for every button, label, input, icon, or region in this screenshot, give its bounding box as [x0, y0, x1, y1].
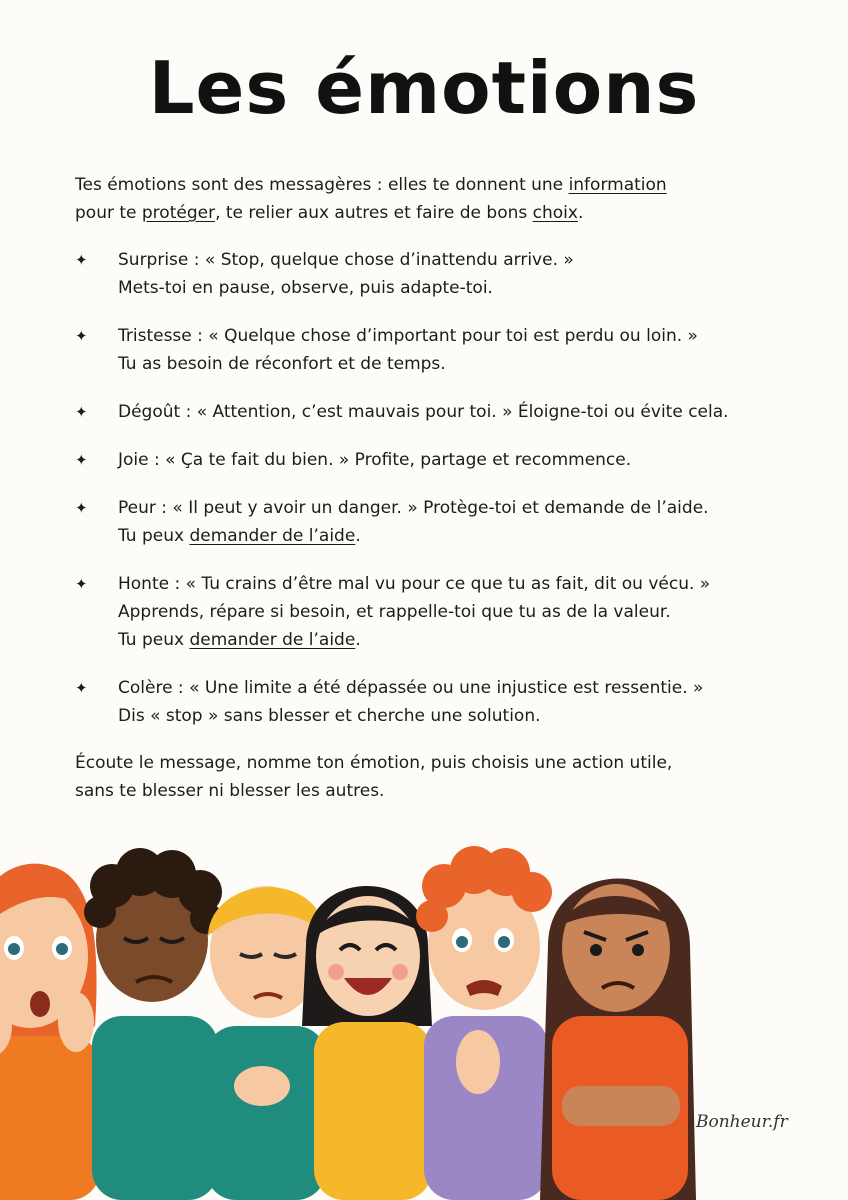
page-title: Les émotions [148, 46, 700, 130]
children-illustration [0, 836, 848, 1200]
closing-line-2: sans te blesser ni blesser les autres. [75, 781, 385, 801]
emotion-line-1: Joie : « Ça te fait du bien. » Profite, partage et recommence. [118, 450, 632, 470]
sparkle-bullet-icon: ✦ [75, 679, 88, 697]
emotion-line-2: Mets-toi en pause, observe, puis adapte-toi. [118, 278, 493, 298]
emotion-line-2: Apprends, répare si besoin, et rappelle-toi que tu as de la valeur. [118, 602, 671, 622]
closing-line-1: Écoute le message, nomme ton émotion, puis choisis une action utile, [75, 753, 673, 773]
demander-aide-link[interactable]: demander de l’aide [189, 630, 356, 650]
emotion-line-1: Honte : « Tu crains d’être mal vu pour ce que tu as fait, dit ou vécu. » [118, 574, 711, 594]
child-happy [302, 886, 432, 1200]
emotion-line-3-prefix: Tu peux [118, 630, 190, 650]
intro-paragraph [75, 171, 775, 227]
closing-paragraph [75, 749, 775, 805]
emotion-line-2-suffix: . [355, 526, 361, 546]
intro-text-2: pour te [75, 203, 142, 223]
intro-keyword-choix: choix [532, 203, 578, 223]
sparkle-bullet-icon: ✦ [75, 251, 88, 269]
intro-keyword-information: information [568, 175, 667, 195]
child-scared [416, 846, 552, 1200]
demander-aide-link[interactable]: demander de l’aide [189, 526, 356, 546]
sparkle-bullet-icon: ✦ [75, 499, 88, 517]
sparkle-bullet-icon: ✦ [75, 327, 88, 345]
intro-text-1: Tes émotions sont des messagères : elles te donnent une [75, 175, 569, 195]
emotion-line-1: Tristesse : « Quelque chose d’important pour toi est perdu ou loin. » [118, 326, 698, 346]
child-angry [540, 879, 696, 1200]
intro-keyword-proteger: protéger [141, 203, 216, 223]
intro-text-4: . [577, 203, 584, 223]
emotion-line-2: Dis « stop » sans blesser et cherche une solution. [118, 706, 541, 726]
sparkle-bullet-icon: ✦ [75, 403, 88, 421]
emotion-line-1: Colère : « Une limite a été dépassée ou une injustice est ressentie. » [118, 678, 704, 698]
emotion-line-2-prefix: Tu peux [118, 526, 190, 546]
emotion-line-3-suffix: . [355, 630, 361, 650]
sparkle-bullet-icon: ✦ [75, 451, 88, 469]
emotion-line-1: Surprise : « Stop, quelque chose d’inattendu arrive. » [118, 250, 574, 270]
sparkle-bullet-icon: ✦ [75, 575, 88, 593]
emotion-line-2: Tu as besoin de réconfort et de temps. [118, 354, 446, 374]
emotion-line-1: Dégoût : « Attention, c’est mauvais pour toi. » Éloigne-toi ou évite cela. [118, 402, 729, 422]
emotion-line-1: Peur : « Il peut y avoir un danger. » Protège-toi et demande de l’aide. [118, 498, 709, 518]
brand-signature: Bonheur.fr [696, 1112, 788, 1132]
child-sad [84, 848, 222, 1200]
intro-text-3: , te relier aux autres et faire de bons [215, 203, 533, 223]
